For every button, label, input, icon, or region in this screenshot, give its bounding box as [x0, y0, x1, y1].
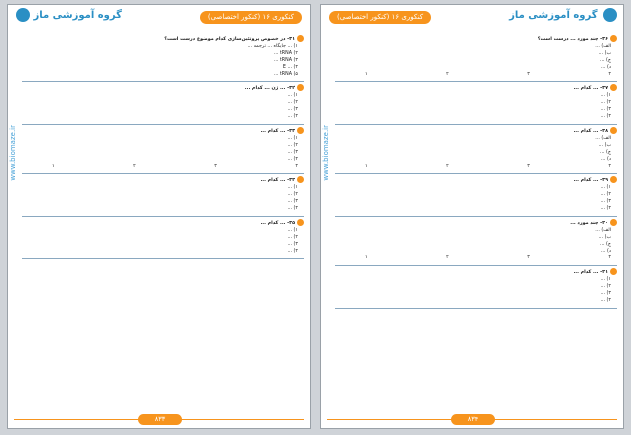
question-text: ... ژن ... کدام ... [244, 86, 286, 92]
question-number: ۳۵ [289, 220, 295, 226]
left-brand: گروه آموزشی ماز [14, 8, 122, 22]
question-text: ... کدام ... [573, 86, 599, 92]
question-divider [335, 124, 617, 125]
question-divider [22, 124, 304, 125]
question-text: چند مورد ... درست است؟ [537, 37, 599, 42]
question-block [335, 35, 617, 78]
question-divider [335, 308, 617, 309]
answer-choice: ۴ [608, 255, 611, 261]
question-stem [335, 219, 617, 228]
right-page-number: ۸۳۴ [451, 414, 495, 425]
answer-option: ۱) ... جایگاه ... ترجمه ... [247, 43, 298, 49]
answer-option: ۱) ... [600, 277, 611, 283]
question-stem [335, 176, 617, 185]
answer-option: ۴) ... [600, 114, 611, 120]
answer-option: ۲) ... [600, 284, 611, 290]
question-marker-icon [610, 84, 617, 91]
question-block [335, 127, 617, 170]
answer-option: ۱) ... [287, 185, 298, 191]
right-brand: گروه آموزشی ماز [509, 8, 617, 22]
question-marker-icon [297, 35, 304, 42]
answer-option: ج) ... [599, 241, 611, 247]
left-chapter-badge: کنکور‌ی ۱۶ (کنکور اختصاصی) [200, 11, 302, 24]
question-marker-icon [297, 127, 304, 134]
question-marker-icon [297, 84, 304, 91]
question-number: ۳۳ [289, 128, 295, 134]
answer-option: ۲) ... [287, 192, 298, 198]
question-number-separator: - [598, 86, 603, 92]
brand-logo-icon [16, 8, 30, 22]
answer-choice: ۴ [608, 163, 611, 169]
question-number-separator: - [285, 86, 290, 92]
answer-choice: ۲ [446, 163, 449, 169]
question-stem [22, 176, 304, 185]
answer-option: ب) ... [598, 142, 611, 148]
question-number-separator: - [285, 220, 290, 226]
question-stem [335, 127, 617, 136]
answer-option: ۴) ... [287, 114, 298, 120]
question-number: ۳۸ [602, 128, 608, 134]
question-number-separator: - [598, 128, 603, 134]
left-page-number: ۸۳۳ [138, 414, 182, 425]
answer-option: ۳) ... [287, 149, 298, 155]
answer-option: ۱) ... [287, 93, 298, 99]
question-block [22, 35, 304, 78]
answer-option: د) ... [600, 64, 611, 70]
answer-choice-row [335, 72, 617, 79]
answer-option: ۳) ... [287, 199, 298, 205]
answer-option: ۴) ... [600, 298, 611, 303]
right-chapter-badge: کنکور‌ی ۱۶ (کنکور اختصاصی) [329, 11, 431, 24]
answer-option: ۲) ... [600, 192, 611, 198]
question-divider [22, 258, 304, 259]
answer-choice: ۳ [527, 163, 530, 169]
question-number-separator: - [598, 270, 603, 276]
answer-option: ۴) ... [287, 156, 298, 162]
answer-option: ۳) tRNA ... [273, 57, 298, 63]
question-marker-icon [297, 176, 304, 183]
question-stem [22, 127, 304, 136]
question-text: ... کدام ... [573, 178, 599, 184]
answer-option: ۴) ... [287, 206, 298, 212]
question-divider [335, 81, 617, 82]
question-block [22, 84, 304, 121]
answer-choice-row [22, 164, 304, 171]
question-divider [335, 265, 617, 266]
question-block [22, 176, 304, 213]
answer-option: ۳) ... [600, 291, 611, 297]
question-marker-icon [297, 219, 304, 226]
question-number: ۳۴ [289, 178, 295, 184]
answer-choice: ۱ [365, 163, 368, 169]
right-page [320, 4, 624, 429]
question-marker-icon [610, 176, 617, 183]
question-text: در خصوص پروتئین‌سازی کدام موضوع درست است؟ [164, 37, 286, 42]
answer-choice-row [335, 164, 617, 171]
question-block [335, 219, 617, 262]
question-number-separator: - [285, 128, 290, 134]
answer-option: ۳) ... [600, 107, 611, 113]
question-divider [335, 216, 617, 217]
answer-option: ۴) ... [600, 206, 611, 212]
answer-option: ۴) ... [287, 248, 298, 254]
question-marker-icon [610, 35, 617, 42]
question-text: چند مورد ... [570, 220, 599, 226]
question-divider [22, 173, 304, 174]
question-number-separator: - [285, 37, 290, 42]
answer-option: ب) ... [598, 234, 611, 240]
answer-option: ب) ... [598, 50, 611, 56]
question-number: ۳۲ [289, 86, 295, 92]
question-number-separator: - [598, 178, 603, 184]
question-marker-icon [610, 268, 617, 275]
answer-option: ج) ... [599, 57, 611, 63]
question-block [335, 268, 617, 305]
answer-option: الف) ... [595, 135, 611, 141]
question-stem [335, 268, 617, 277]
answer-choice: ۴ [608, 71, 611, 77]
answer-option: ۲) ... [287, 234, 298, 240]
answer-choice: ۴ [295, 163, 298, 169]
question-divider [22, 216, 304, 217]
answer-option: ۲) tRNA ... [273, 50, 298, 56]
answer-choice: ۲ [446, 71, 449, 77]
answer-option: ۲) ... [600, 100, 611, 106]
question-divider [22, 81, 304, 82]
left-page [7, 4, 311, 429]
question-text: ... کدام ... [260, 178, 286, 184]
question-divider [335, 173, 617, 174]
answer-option: ۴) ... E [282, 64, 298, 70]
question-number-separator: - [598, 220, 603, 226]
right-page-header [321, 5, 623, 31]
answer-choice: ۲ [133, 163, 136, 169]
answer-option: د) ... [600, 248, 611, 254]
answer-option: ۳) ... [287, 241, 298, 247]
question-number-separator: - [598, 37, 603, 42]
left-page-header [8, 5, 310, 31]
question-number: ۳۶ [602, 37, 608, 42]
answer-choice: ۱ [365, 255, 368, 261]
left-question-list [22, 35, 304, 408]
answer-option: ۱) ... [600, 185, 611, 191]
answer-option: ۲) ... [287, 100, 298, 106]
question-stem [335, 35, 617, 44]
question-number: ۳۱ [289, 37, 295, 42]
answer-option: ۳) ... [287, 107, 298, 113]
answer-option: ۵) tRNA ... [273, 71, 298, 77]
answer-option: د) ... [600, 156, 611, 162]
answer-choice: ۲ [446, 255, 449, 261]
answer-choice: ۳ [527, 71, 530, 77]
question-number: ۳۹ [602, 178, 608, 184]
left-watermark: www.biomaze.ir [9, 125, 17, 181]
answer-choice-row [335, 255, 617, 262]
question-number-separator: - [285, 178, 290, 184]
question-stem [22, 219, 304, 228]
answer-choice: ۳ [527, 255, 530, 261]
answer-option: ۲) ... [287, 142, 298, 148]
right-watermark: www.biomaze.ir [322, 125, 330, 181]
answer-option: ۱) ... [287, 135, 298, 141]
question-text: ... کدام ... [573, 128, 599, 134]
question-stem [335, 84, 617, 93]
question-stem [22, 35, 304, 44]
question-marker-icon [610, 127, 617, 134]
answer-option: ۱) ... [287, 227, 298, 233]
answer-option: ج) ... [599, 149, 611, 155]
answer-choice: ۱ [52, 163, 55, 169]
question-text: ... کدام ... [573, 270, 599, 276]
answer-option: الف) ... [595, 227, 611, 233]
question-block [22, 219, 304, 256]
right-question-list [335, 35, 617, 408]
brand-logo-icon [603, 8, 617, 22]
question-number: ۴۰ [602, 220, 608, 226]
question-number: ۳۷ [602, 86, 608, 92]
question-stem [22, 84, 304, 93]
question-text: ... کدام ... [260, 128, 286, 134]
question-block [335, 84, 617, 121]
question-number: ۴۱ [602, 270, 608, 276]
answer-choice: ۱ [365, 71, 368, 77]
question-block [22, 127, 304, 170]
answer-option: الف) ... [595, 43, 611, 49]
answer-choice: ۳ [214, 163, 217, 169]
question-text: ... کدام ... [260, 220, 286, 226]
question-marker-icon [610, 219, 617, 226]
answer-option: ۳) ... [600, 199, 611, 205]
answer-option: ۱) ... [600, 93, 611, 99]
question-block [335, 176, 617, 213]
